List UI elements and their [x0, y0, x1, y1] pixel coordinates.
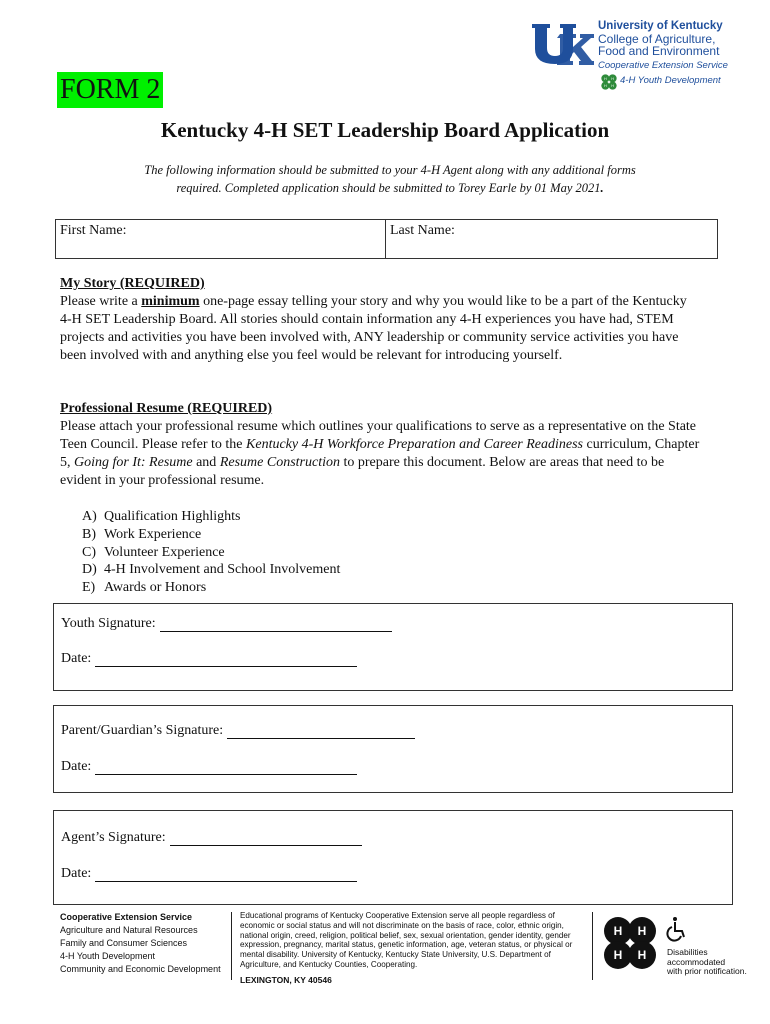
- college-line-1: College of Agriculture,: [598, 32, 716, 46]
- footer-unit: Agriculture and Natural Resources: [60, 925, 198, 935]
- story-text: [60, 293, 700, 365]
- chapter-title: Going for It: Resume: [74, 455, 193, 470]
- footer-divider: [231, 912, 232, 980]
- disabilities-line-3: with prior notification.: [667, 966, 747, 976]
- youth-date-line[interactable]: [95, 652, 357, 667]
- footer-unit: Cooperative Extension Service: [60, 912, 193, 922]
- extension-name: Cooperative Extension Service: [598, 60, 728, 71]
- youth-date-label: Date:: [61, 651, 92, 666]
- parent-signature-line[interactable]: [227, 724, 415, 739]
- footer-unit: Family and Consumer Sciences: [60, 938, 188, 948]
- college-line-2: Food and Environment: [598, 44, 720, 58]
- resume-section: [60, 400, 700, 490]
- svg-text:H: H: [611, 76, 614, 81]
- resume-heading: Professional Resume (REQUIRED): [60, 401, 273, 416]
- youth-signature-label: Youth Signature:: [61, 616, 156, 631]
- list-text: Qualification Highlights: [104, 509, 241, 524]
- resume-text-2: curriculum, Chapter 5,: [60, 437, 700, 470]
- list-item: [82, 579, 340, 597]
- svg-text:H: H: [604, 83, 607, 88]
- youth-signature-row: [61, 616, 392, 632]
- svg-text:H: H: [611, 83, 614, 88]
- last-name-field[interactable]: [386, 220, 459, 258]
- parent-signature-label: Parent/Guardian’s Signature:: [61, 723, 224, 738]
- list-text: Awards or Honors: [104, 580, 207, 596]
- story-emphasis: minimum: [141, 294, 200, 309]
- story-section: [60, 275, 700, 365]
- list-item: [82, 526, 340, 544]
- list-text: 4-H Involvement and School Involvement: [104, 562, 341, 578]
- list-item: [82, 544, 340, 562]
- intro-line-1: The following information should be submitted to your 4-H Agent along with any additional forms: [144, 163, 636, 177]
- parent-date-line[interactable]: [95, 760, 357, 775]
- last-name-label: Last Name:: [390, 223, 455, 238]
- list-letter: D): [82, 562, 97, 578]
- disabilities-notice: [667, 948, 747, 977]
- resume-text-1: Please attach your professional resume which outlines your qualifications to serve as a representative on the State Teen Council. Please refer to the: [60, 419, 697, 452]
- footer-statement: [240, 911, 585, 986]
- youth-development-label: 4-H Youth Development: [620, 75, 721, 86]
- list-text: Volunteer Experience: [104, 544, 225, 560]
- youth-date-row: [61, 651, 357, 667]
- list-letter: B): [82, 526, 96, 542]
- youth-signature-box: [53, 603, 733, 691]
- section-title: Resume Construction: [219, 455, 340, 470]
- agent-date-line[interactable]: [95, 867, 357, 882]
- resume-text-3: and: [192, 455, 220, 470]
- agent-date-row: [61, 866, 357, 882]
- uk-wordmark: [598, 20, 768, 73]
- first-name-field[interactable]: [56, 220, 386, 258]
- intro-line-2: [100, 179, 680, 197]
- nondiscrimination-text: Educational programs of Kentucky Cooperative Extension serve all people regardless of economic or social status and will not discriminate on the basis of race, color, ethnic origin, national origin, creed, religion, political belief, sex, sexual orientation, gender identity, gender expression, pregnancy, marital status, genetic information, age, veteran status, or physical or mental disability. University of Kentucky, Kentucky State University, U.S. Department of Agriculture, and Kentucky Counties, Cooperating.: [240, 911, 573, 969]
- svg-text:H: H: [637, 948, 647, 962]
- name-table: [55, 219, 718, 259]
- list-letter: C): [82, 544, 96, 560]
- agent-signature-box: [53, 810, 733, 905]
- list-letter: E): [82, 580, 96, 596]
- story-text-start: Please write a: [60, 294, 142, 309]
- story-text-rest: one-page essay telling your story and why you would like to be a part of the Kentucky 4-H SET Leadership Board. All stories should contain information any 4-H experiences you have had, STEM projects and activities you have been involved with, ANY leadership or community service activities you have been involved with and anything else you feel would be relevant for introducing yourself.: [60, 294, 687, 363]
- parent-signature-box: [53, 705, 733, 793]
- agent-signature-row: [61, 830, 362, 846]
- form-label: FORM 2: [57, 72, 163, 108]
- footer-divider: [592, 912, 593, 980]
- intro-text: [100, 161, 680, 197]
- youth-signature-line[interactable]: [160, 617, 392, 632]
- four-h-clover-icon: [599, 912, 661, 974]
- institution-name: University of Kentucky: [598, 20, 723, 32]
- footer-address: LEXINGTON, KY 40546: [240, 974, 332, 985]
- footer-unit: 4-H Youth Development: [60, 951, 156, 961]
- svg-text:H: H: [613, 948, 623, 962]
- page-title: Kentucky 4-H SET Leadership Board Application: [160, 118, 610, 142]
- resume-text-4: to prepare this document. Below are areas that need to be evident in your professional resume.: [60, 455, 665, 488]
- intro-line-2-text: required. Completed application should be submitted to Torey Earle by 01 May 2021: [176, 181, 601, 195]
- first-name-label: First Name:: [60, 223, 127, 238]
- agent-signature-line[interactable]: [170, 831, 362, 846]
- intro-period: .: [600, 181, 604, 195]
- svg-text:H: H: [613, 924, 623, 938]
- list-item: [82, 561, 340, 579]
- list-letter: A): [82, 509, 97, 524]
- uk-logo-icon: [530, 20, 594, 70]
- svg-text:H: H: [637, 924, 647, 938]
- list-text: Work Experience: [104, 526, 202, 542]
- resume-text: [60, 418, 700, 490]
- four-h-clover-icon: [600, 73, 618, 91]
- story-heading: My Story (REQUIRED): [60, 276, 205, 291]
- parent-signature-row: [61, 723, 415, 739]
- curriculum-title: Kentucky 4-H Workforce Preparation and Career Readiness: [246, 437, 583, 452]
- disabilities-line-2: accommodated: [667, 956, 726, 967]
- agent-signature-label: Agent’s Signature:: [61, 830, 166, 845]
- agent-date-label: Date:: [61, 866, 92, 881]
- accessibility-icon: [665, 916, 687, 942]
- parent-date-row: [61, 759, 357, 775]
- footer-units: [60, 911, 221, 976]
- list-item: [82, 508, 340, 526]
- footer-unit: Community and Economic Development: [60, 964, 221, 974]
- resume-areas-list: [82, 508, 340, 597]
- parent-date-label: Date:: [61, 759, 92, 774]
- svg-text:H: H: [604, 76, 607, 81]
- disabilities-line-1: Disabilities: [667, 947, 708, 957]
